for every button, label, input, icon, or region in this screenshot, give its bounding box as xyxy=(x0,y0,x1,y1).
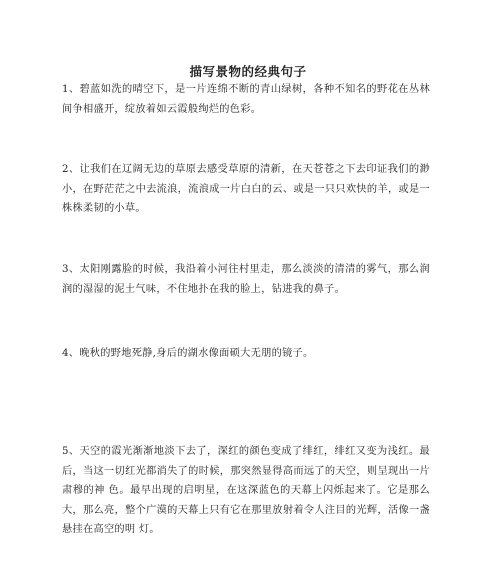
paragraph-3: 3、太阳刚露脸的时候，我沿着小河往村里走，那么淡淡的清清的雾气，那么润润的湿湿的泥土气味，不住地扑在我的脸上，钻进我的鼻子。 xyxy=(62,264,430,295)
document-title: 描写景物的经典句子 xyxy=(189,64,307,79)
paragraph-5: 5、天空的霞光渐渐地淡下去了，深红的颜色变成了绯红，绯红又变为浅红。最后，当这一切红光都消失了的时候，那突然显得高而远了的天空，则呈现出一片肃穆的神 色。最早出现的启明星，在这深蓝色的天幕上闪烁起来了。它是那么大，那么亮，整个广漠的天幕上只有它在那里放射着令人注目的光辉，活像一盏悬挂在高空的明 灯。 xyxy=(62,446,430,535)
paragraph-2: 2、让我们在辽阔无边的草原去感受草原的清新，在天苍苍之下去印证我们的渺小，在野茫茫之中去流浪，流浪成一片白白的云、或是一只只欢快的羊，或是一株株柔韧的小草。 xyxy=(62,164,430,214)
paragraph-1: 1、碧蓝如洗的晴空下，是一片连绵不断的青山绿树，各种不知名的野花在丛林间争相盛开，绽放着如云霞般绚烂的色彩。 xyxy=(62,84,430,115)
paragraph-4: 4、晚秋的野地死静,身后的湖水像面硕大无朋的镜子。 xyxy=(62,348,314,359)
